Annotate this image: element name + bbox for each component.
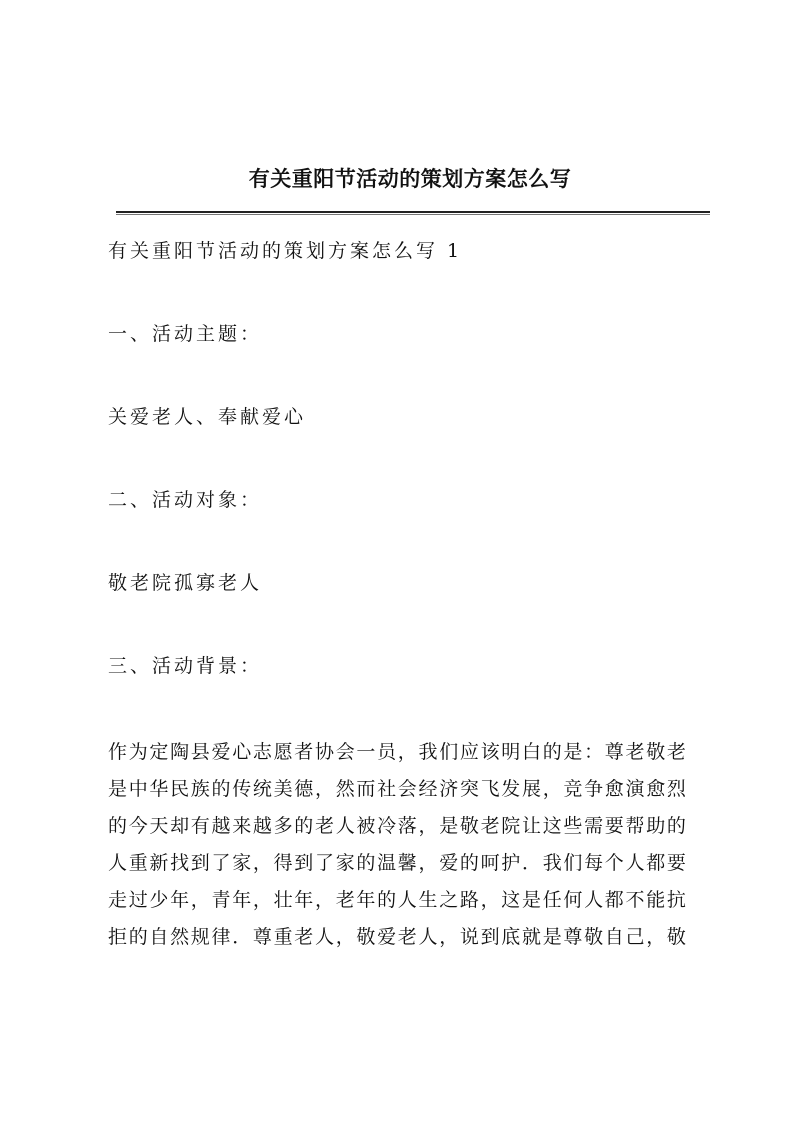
section-content-theme: 关爱老人、奉献爱心	[108, 406, 307, 428]
section-heading-target: 二、活动对象：	[108, 489, 263, 511]
title-divider	[116, 211, 710, 215]
section-heading-theme: 一、活动主题：	[108, 323, 263, 345]
paragraph-line: 的今天却有越来越多的老人被冷落，是敬老院让这些需要帮助的	[108, 815, 688, 837]
section-heading-background: 三、活动背景：	[108, 655, 263, 677]
paragraph-line: 走过少年，青年，壮年，老年的人生之路，这是任何人都不能抗	[108, 889, 688, 911]
paragraph-line: 人重新找到了家，得到了家的温馨，爱的呵护．我们每个人都要	[108, 852, 688, 874]
section-subtitle: 有关重阳节活动的策划方案怎么写 1	[108, 240, 463, 262]
paragraph-line: 拒的自然规律．尊重老人，敬爱老人，说到底就是尊敬自己，敬	[108, 926, 688, 948]
section-content-target: 敬老院孤寡老人	[108, 572, 263, 594]
paragraph-line: 是中华民族的传统美德，然而社会经济突飞发展，竞争愈演愈烈	[108, 778, 688, 800]
paragraph-line: 作为定陶县爱心志愿者协会一员，我们应该明白的是：尊老敬老	[108, 741, 688, 763]
document-title: 有关重阳节活动的策划方案怎么写	[248, 166, 572, 191]
background-paragraph	[108, 734, 712, 956]
